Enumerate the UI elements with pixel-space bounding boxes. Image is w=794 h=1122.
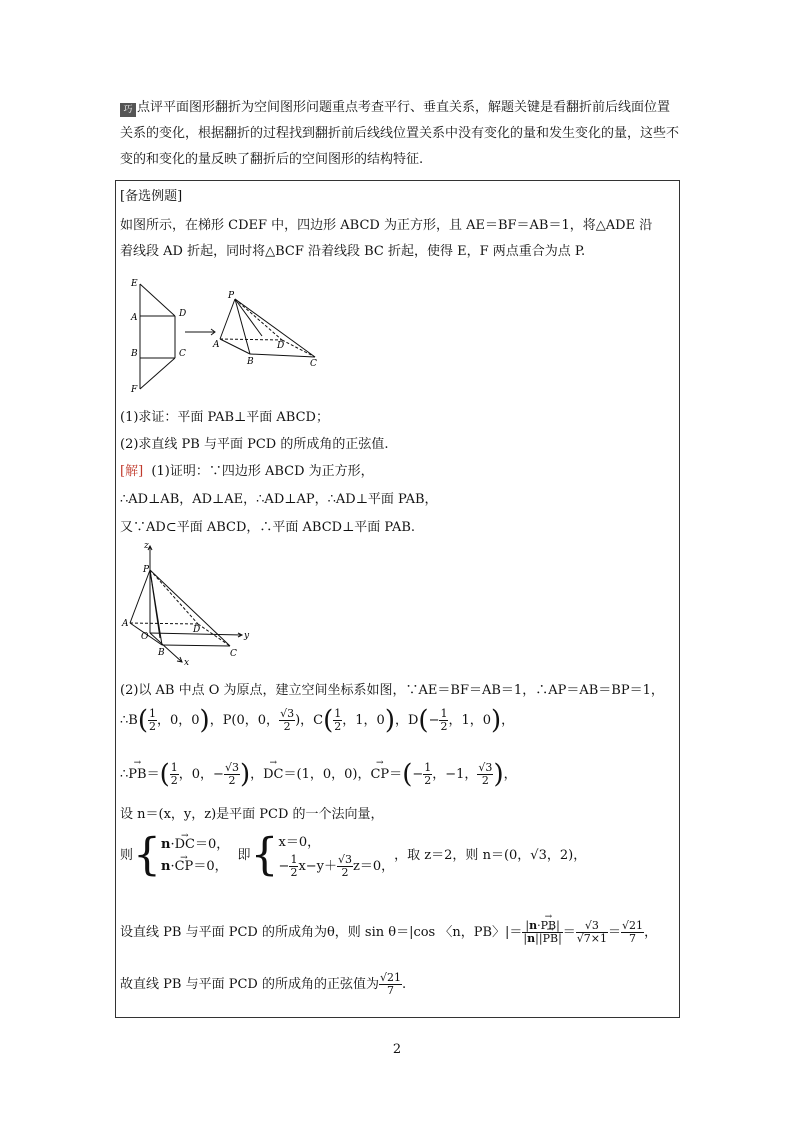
solution-text-1: (1)证明：∵四边形 ABCD 为正方形， — [151, 464, 374, 479]
vectors-line: ∴→ PB＝( $\frac{1}{2}$ ，0，− $\frac{√3}{2}$ )，→ DC＝(1，0，0)，→ CP＝(− $\frac{1}{2}$ ，−1， $\frac{√3}{2}$ )， — [120, 762, 517, 787]
fig1-label-A: A — [131, 313, 138, 323]
fig1-label-B2: B — [247, 357, 254, 367]
fig1-label-D2: D — [277, 341, 285, 351]
comment-label: 点评 — [137, 100, 164, 115]
normal-result: n＝(0，√3，2)， — [482, 848, 587, 863]
fig2-label-C: C — [230, 649, 237, 659]
ie-label: 即 — [237, 848, 251, 863]
comment-text: 平面图形翻折为空间图形问题重点考查平行、垂直关系，解题关键是看翻折前后线面位置关系的变化，根据翻折的过程找到翻折前后线线位置关系中没有变化的量和发生变化的量，这些不变的和变化的量反映了翻折后的空间图形的结构特征. — [120, 100, 680, 167]
equation-system-line: 则{n·→ DC＝0， n·→ CP＝0， 即{x＝0， − $\frac{1}{2}$ x−y＋ $\frac{√3}{2}$ z＝0，，取 z＝2，则 n＝(0，√3，2)， — [120, 832, 586, 879]
fig2-label-O: O — [141, 632, 149, 642]
fig2-label-D: D — [193, 625, 201, 635]
fig1-label-C: C — [179, 349, 186, 359]
page-number: 2 — [392, 1042, 402, 1057]
fig2-label-z: z — [144, 541, 149, 551]
solution-line-3: 又∵AD⊂平面 ABCD，∴平面 ABCD⊥平面 PAB. — [120, 520, 416, 535]
fig2-label-x: x — [184, 658, 190, 668]
fig2-label-A: A — [122, 619, 129, 629]
solution-line-2: ∴AD⊥AB，AD⊥AE，∴AD⊥AP，∴AD⊥平面 PAB， — [120, 492, 438, 507]
box-title: [备选例题] — [120, 189, 183, 204]
fig1-label-D: D — [179, 309, 187, 319]
question-2: (2)求直线 PB 与平面 PCD 的所成角的正弦值. — [120, 437, 389, 452]
problem-line-1: 如图所示，在梯形 CDEF 中，四边形 ABCD 为正方形，且 AE＝BF＝AB＝1，将△ADE 沿 — [120, 218, 653, 233]
fig2-label-B: B — [158, 648, 165, 658]
conclusion-line: 故直线 PB 与平面 PCD 的所成角的正弦值为 $\frac{√21}{7}$ . — [120, 971, 407, 997]
take-label: ，取 z＝2，则 — [394, 848, 479, 863]
comment-paragraph — [120, 95, 680, 173]
fig1-label-P: P — [228, 291, 235, 301]
then-label: 则 — [120, 848, 134, 863]
angle-line: 设直线 PB 与平面 PCD 的所成角为θ，则 sin θ＝|cos 〈n，PB〉|＝ $\frac{|n\cdot\to PB|}{|n||\to PB|}$ ＝ $\frac{√3}{√7\times 1}$ ＝ $\frac{√21}{7}$ ， — [120, 920, 657, 945]
normal-vector-line: 设 n＝(x，y，z)是平面 PCD 的一个法向量， — [120, 807, 384, 822]
fig2-label-P: P — [143, 565, 150, 575]
coordinates-line: ∴B( $\frac{1}{2}$ ，0，0)，P(0，0， $\frac{√3}{2}$ )，C( $\frac{1}{2}$ ，1，0)，D(− $\frac{1}{2}$ ，1，0)， — [120, 705, 515, 736]
fig1-label-E: E — [131, 279, 138, 289]
solution-line-4: (2)以 AB 中点 O 为原点，建立空间坐标系如图，∵AE＝BF＝AB＝1，∴AP＝AB＝BP＝1， — [120, 683, 664, 698]
fig1-label-C2: C — [310, 359, 317, 369]
problem-line-2: 着线段 AD 折起，同时将△BCF 沿着线段 BC 折起，使得 E，F 两点重合为点 P. — [120, 244, 586, 259]
solution-line-1 — [120, 460, 374, 479]
fig1-label-F: F — [131, 385, 138, 395]
solution-tag: [解] — [120, 464, 144, 479]
fig1-label-A2: A — [213, 340, 220, 350]
fig2-label-y: y — [244, 631, 250, 641]
question-1: (1)求证：平面 PAB⊥平面 ABCD； — [120, 410, 329, 425]
conclusion-text: 故直线 PB 与平面 PCD 的所成角的正弦值为 — [120, 977, 379, 992]
angle-text: 设直线 PB 与平面 PCD 的所成角为θ，则 sin θ＝|cos 〈n，PB〉|＝ — [120, 925, 523, 940]
fig1-label-B: B — [131, 349, 138, 359]
coordinate-figure — [120, 538, 260, 668]
folding-figure — [120, 274, 330, 399]
tip-icon: 巧 — [120, 103, 136, 117]
